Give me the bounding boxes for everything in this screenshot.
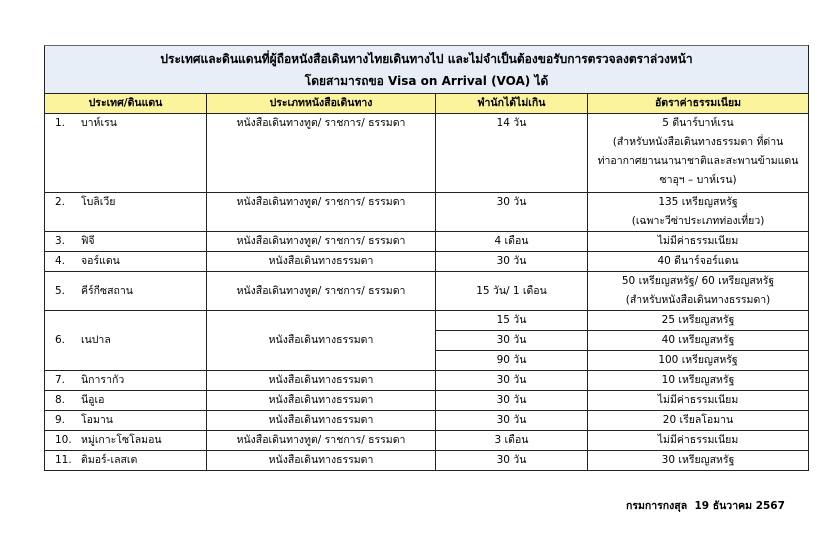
title-line-1: ประเทศและดินแดนที่ผู้ถือหนังสือเดินทางไทยเดินทางไป และไม่จำเป็นต้องขอรับการตรวจลงตราล่วงหน้า bbox=[160, 51, 693, 66]
row-number: 9. bbox=[55, 414, 66, 426]
passport-cell: หนังสือเดินทางธรรมดา bbox=[207, 411, 436, 431]
country-name: ติมอร์-เลสเต bbox=[81, 454, 138, 466]
passport-cell: หนังสือเดินทางธรรมดา bbox=[207, 451, 436, 471]
country-name: เนปาล bbox=[81, 334, 111, 346]
stay-cell: 30 วัน bbox=[436, 451, 588, 471]
passport-cell: หนังสือเดินทางธรรมดา bbox=[207, 252, 436, 272]
footer-date: 19 ธันวาคม 2567 bbox=[694, 500, 785, 512]
table-row bbox=[45, 371, 809, 391]
stay-cell: 30 วัน bbox=[436, 411, 588, 431]
stay-cell: 30 วัน bbox=[436, 391, 588, 411]
passport-cell: หนังสือเดินทางทูต/ ราชการ/ ธรรมดา bbox=[207, 431, 436, 451]
stay-cell: 30 วัน bbox=[436, 331, 588, 351]
footer-source-date bbox=[626, 497, 785, 514]
header-passport-type: ประเภทหนังสือเดินทาง bbox=[207, 94, 436, 114]
header-row bbox=[45, 94, 809, 114]
header-country: ประเทศ/ดินแดน bbox=[45, 94, 207, 114]
country-cell bbox=[45, 411, 207, 431]
stay-cell: 30 วัน bbox=[436, 252, 588, 272]
fee-cell: 40 เหรียญสหรัฐ bbox=[588, 331, 809, 351]
stay-cell: 30 วัน bbox=[436, 371, 588, 391]
fee-cell: ไม่มีค่าธรรมเนียม bbox=[588, 232, 809, 252]
stay-cell: 30 วัน bbox=[436, 193, 588, 232]
fee-cell bbox=[588, 272, 809, 311]
passport-cell: หนังสือเดินทางทูต/ ราชการ/ ธรรมดา bbox=[207, 114, 436, 193]
title-line-2: โดยสามารถขอ Visa on Arrival (VOA) ได้ bbox=[304, 73, 549, 88]
country-name: โอมาน bbox=[81, 414, 113, 426]
row-number: 7. bbox=[55, 374, 66, 386]
country-name: คีร์กีซสถาน bbox=[81, 284, 133, 297]
country-name: หมู่เกาะโซโลมอน bbox=[81, 434, 162, 446]
row-number: 2. bbox=[55, 196, 66, 208]
country-cell bbox=[45, 232, 207, 252]
fee-cell: ไม่มีค่าธรรมเนียม bbox=[588, 391, 809, 411]
passport-cell: หนังสือเดินทางธรรมดา bbox=[207, 371, 436, 391]
row-number: 1. bbox=[55, 117, 66, 129]
country-cell bbox=[45, 431, 207, 451]
passport-cell: หนังสือเดินทางทูต/ ราชการ/ ธรรมดา bbox=[207, 272, 436, 311]
fee-cell: 10 เหรียญสหรัฐ bbox=[588, 371, 809, 391]
stay-cell: 90 วัน bbox=[436, 351, 588, 371]
passport-cell: หนังสือเดินทางทูต/ ราชการ/ ธรรมดา bbox=[207, 193, 436, 232]
stay-cell: 15 วัน/ 1 เดือน bbox=[436, 272, 588, 311]
table-title bbox=[45, 46, 809, 94]
country-cell bbox=[45, 193, 207, 232]
passport-cell: หนังสือเดินทางธรรมดา bbox=[207, 311, 436, 371]
row-number: 4. bbox=[55, 255, 66, 267]
table-row bbox=[45, 411, 809, 431]
fee-line: 5 ดีนาร์บาห์เรน bbox=[662, 117, 734, 129]
table-row bbox=[45, 252, 809, 272]
table-row bbox=[45, 311, 809, 331]
fee-note: ท่าอากาศยานนานาชาติและสะพานข้ามแดน bbox=[597, 155, 799, 167]
fee-cell: 25 เหรียญสหรัฐ bbox=[588, 311, 809, 331]
row-number: 6. bbox=[55, 334, 66, 346]
fee-cell: 20 เรียลโอมาน bbox=[588, 411, 809, 431]
fee-note: (สำหรับหนังสือเดินทางธรรมดา) bbox=[625, 294, 771, 306]
fee-cell: 100 เหรียญสหรัฐ bbox=[588, 351, 809, 371]
country-name: บาห์เรน bbox=[81, 117, 117, 129]
table-row bbox=[45, 391, 809, 411]
row-number: 10. bbox=[55, 434, 72, 446]
table-row bbox=[45, 232, 809, 252]
fee-note: ซาอุฯ – บาห์เรน) bbox=[659, 174, 737, 186]
fee-note: (เฉพาะวีซ่าประเภทท่องเที่ยว) bbox=[631, 215, 765, 227]
country-name: นีอูเอ bbox=[81, 394, 105, 406]
header-fee: อัตราค่าธรรมเนียม bbox=[588, 94, 809, 114]
country-name: โบลิเวีย bbox=[81, 196, 116, 208]
stay-cell: 4 เดือน bbox=[436, 232, 588, 252]
fee-cell bbox=[588, 193, 809, 232]
fee-cell bbox=[588, 114, 809, 193]
row-number: 5. bbox=[55, 284, 66, 297]
header-stay: พำนักได้ไม่เกิน bbox=[436, 94, 588, 114]
footer-source: กรมการกงสุล bbox=[626, 500, 688, 512]
fee-cell: 40 ดีนาร์จอร์แดน bbox=[588, 252, 809, 272]
country-cell bbox=[45, 272, 207, 311]
country-name: ฟิจี bbox=[81, 235, 95, 247]
visa-on-arrival-table bbox=[44, 45, 809, 471]
table-row bbox=[45, 193, 809, 232]
row-number: 8. bbox=[55, 394, 66, 406]
fee-cell: ไม่มีค่าธรรมเนียม bbox=[588, 431, 809, 451]
stay-cell: 15 วัน bbox=[436, 311, 588, 331]
country-cell bbox=[45, 451, 207, 471]
row-number: 11. bbox=[55, 454, 72, 466]
fee-line: 135 เหรียญสหรัฐ bbox=[658, 196, 738, 208]
title-row bbox=[45, 46, 809, 94]
passport-cell: หนังสือเดินทางทูต/ ราชการ/ ธรรมดา bbox=[207, 232, 436, 252]
country-name: จอร์แดน bbox=[81, 255, 120, 267]
country-cell bbox=[45, 114, 207, 193]
table-row bbox=[45, 114, 809, 193]
stay-cell: 14 วัน bbox=[436, 114, 588, 193]
country-cell bbox=[45, 391, 207, 411]
country-cell bbox=[45, 371, 207, 391]
country-name: นิการากัว bbox=[81, 374, 125, 386]
row-number: 3. bbox=[55, 235, 66, 247]
country-cell bbox=[45, 311, 207, 371]
country-cell bbox=[45, 252, 207, 272]
passport-cell: หนังสือเดินทางธรรมดา bbox=[207, 391, 436, 411]
table-row bbox=[45, 451, 809, 471]
fee-note: (สำหรับหนังสือเดินทางธรรมดา ที่ด่าน bbox=[612, 136, 784, 148]
fee-cell: 30 เหรียญสหรัฐ bbox=[588, 451, 809, 471]
table-row bbox=[45, 431, 809, 451]
table-row bbox=[45, 272, 809, 311]
stay-cell: 3 เดือน bbox=[436, 431, 588, 451]
fee-line: 50 เหรียญสหรัฐ/ 60 เหรียญสหรัฐ bbox=[621, 275, 775, 287]
